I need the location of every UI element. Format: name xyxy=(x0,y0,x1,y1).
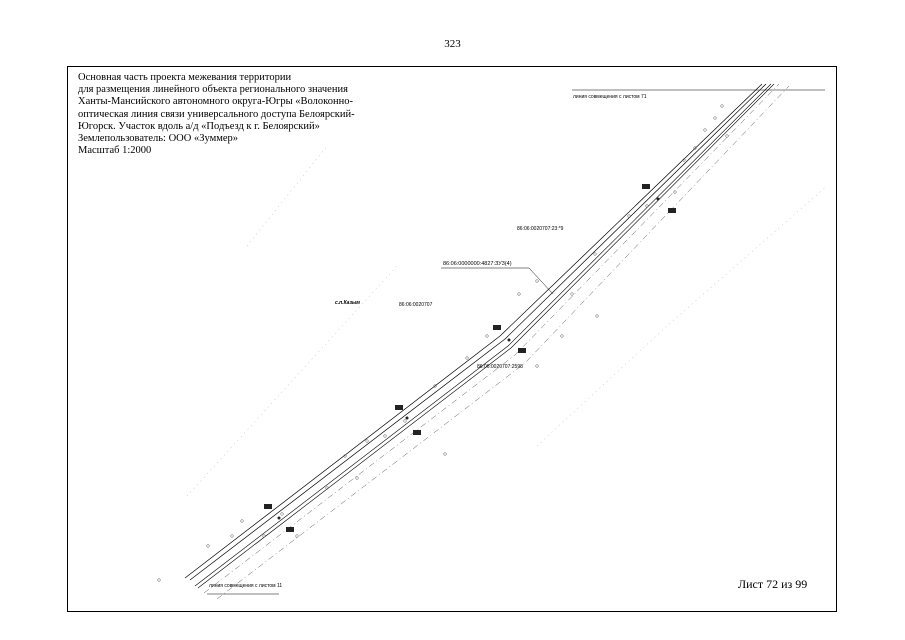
title-line-2: для размещения линейного объекта регионального значения xyxy=(78,84,348,96)
title-line-4: оптическая линия связи универсального доступа Белоярский- xyxy=(78,108,355,120)
parcel-label-4: 86:06:0020707:2598 xyxy=(477,364,523,370)
title-line-1: Основная часть проекта межевания территории xyxy=(78,72,292,83)
corridor-dash-1 xyxy=(204,84,779,593)
parcel-label-1: 86:06:0020707:23:*9 xyxy=(517,226,564,232)
bottom-match-label: линия совмещения с листом 11 xyxy=(209,583,283,589)
cadastral-map xyxy=(67,66,837,612)
pillar-markers xyxy=(264,184,676,532)
corridor-dash-2 xyxy=(217,86,789,599)
title-line-5: Югорск. Участок вдоль а/д «Подъезд к г. Белоярский» xyxy=(78,120,320,132)
page-number: 323 xyxy=(444,38,461,50)
parcel-label-2: 86:06:0000000:4827:ЗУ3(4) xyxy=(443,261,512,267)
parcel-label-3: 86:06:0020707 xyxy=(399,302,433,308)
top-match-label: линия совмещения с листом 71 xyxy=(573,94,647,100)
scale: Масштаб 1:2000 xyxy=(78,145,152,157)
boundary-dots-left xyxy=(187,146,397,496)
corridor-line-4 xyxy=(198,84,774,588)
place-label: с.п.Казым xyxy=(335,300,360,306)
title-line-3: Ханты-Мансийского автономного округа-Югры «Волоконно- xyxy=(78,96,353,108)
sheet-label: Лист 72 из 99 xyxy=(738,577,808,591)
parcel-2-leader xyxy=(529,268,553,294)
boundary-dots-right xyxy=(537,186,827,446)
corridor-line-3 xyxy=(195,84,771,586)
corridor-line-2 xyxy=(190,84,766,580)
land-user: Землепользователь: ООО «Зуммер» xyxy=(78,133,239,145)
corridor-line-1 xyxy=(185,84,762,578)
tree-symbols xyxy=(158,105,729,582)
